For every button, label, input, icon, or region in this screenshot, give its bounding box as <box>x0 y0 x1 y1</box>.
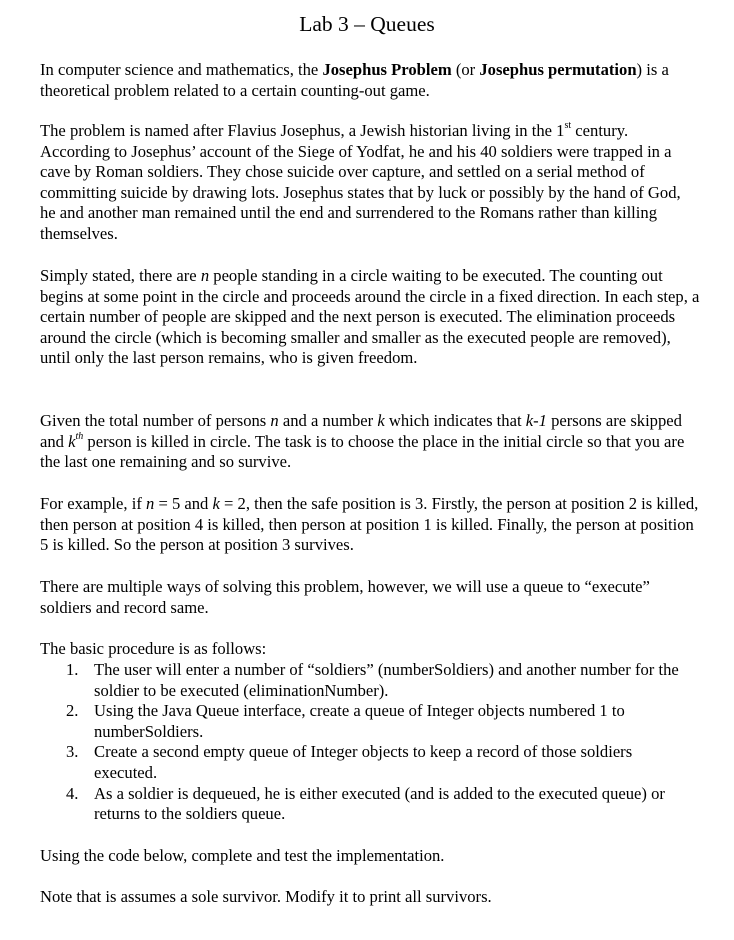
given-text: person is killed in circle. The task is to choose the place in the initial circle so that you are the last one remaining and so survive. <box>40 431 685 472</box>
history-text: century. According to Josephus’ account of the Siege of Yodfat, he and his 40 soldiers were trapped in a cave by Roman soldiers. They chose suicide over capture, and settled on a serial method of committing suicide by drawing lots. Josephus states that by luck or possibly by the hand of God, he and another man remained until the end and surrendered to the Romans rather than killing themselves. <box>40 121 681 243</box>
note-paragraph: Note that is assumes a sole survivor. Modify it to print all survivors. <box>40 887 492 906</box>
given-text: Given the total number of persons <box>40 411 271 430</box>
using-code-paragraph: Using the code below, complete and test the implementation. <box>40 846 445 865</box>
example-paragraph <box>40 494 700 556</box>
simply-text: people standing in a circle waiting to be executed. The counting out begins at some point in the circle and proceeds around the circle in a fixed direction. In each step, a certain number of people are skipped and the next person is executed. The elimination proceeds around the circle (which is becoming smaller and smaller as the executed people are removed), until only the last person remains, who is given freedom. <box>40 266 700 368</box>
given-text: which indicates that <box>384 411 526 430</box>
list-number: 1. <box>66 660 79 679</box>
variable-k-minus-1: k-1 <box>525 411 547 430</box>
list-item <box>40 784 690 825</box>
josephus-problem-term: Josephus Problem <box>322 60 452 79</box>
variable-n: n <box>146 494 155 513</box>
variable-k: k <box>212 494 220 513</box>
list-item <box>40 660 690 701</box>
history-paragraph <box>40 121 700 245</box>
procedure-steps-list <box>40 660 690 825</box>
variable-n: n <box>270 411 279 430</box>
example-text: For example, if <box>40 494 146 513</box>
given-text: and a number <box>278 411 378 430</box>
list-item <box>40 742 690 783</box>
intro-text: (or <box>451 60 480 79</box>
list-item <box>40 701 690 742</box>
history-text: The problem is named after Flavius Josephus, a Jewish historian living in the 1 <box>40 121 565 140</box>
list-item-text: The user will enter a number of “soldiers” (numberSoldiers) and another number for the soldier to be executed (eliminationNumber). <box>94 660 679 700</box>
list-number: 3. <box>66 742 79 762</box>
given-paragraph <box>40 411 700 473</box>
simply-stated-paragraph <box>40 266 700 369</box>
simply-text: Simply stated, there are <box>40 266 201 285</box>
ordinal-superscript: st <box>564 120 572 132</box>
intro-paragraph <box>40 60 700 101</box>
list-item-text: As a soldier is dequeued, he is either executed (and is added to the executed queue) or returns to the soldiers queue. <box>94 783 665 824</box>
example-text: = 2, then the safe position is 3. Firstly, the person at position 2 is killed, then person at position 4 is killed, then person at position 1 is killed. Finally, the person at position 5 is killed. So the person at position 3 survives. <box>40 494 699 555</box>
multiple-ways-paragraph: There are multiple ways of solving this problem, however, we will use a queue to “execute” soldiers and record same. <box>40 577 650 617</box>
variable-k: k <box>377 411 385 430</box>
variable-n: n <box>200 266 210 285</box>
given-text: persons are skipped and <box>40 411 682 451</box>
procedure-intro: The basic procedure is as follows: <box>40 639 267 658</box>
josephus-permutation-term: Josephus permutation <box>479 60 637 79</box>
variable-k: k <box>68 431 76 451</box>
intro-text: In computer science and mathematics, the <box>40 60 323 79</box>
list-number: 2. <box>66 701 79 721</box>
ordinal-superscript: th <box>75 431 84 443</box>
example-text: = 5 and <box>154 494 213 513</box>
list-item-text: Using the Java Queue interface, create a queue of Integer objects numbered 1 to numberSoldiers. <box>94 701 625 741</box>
intro-text: ) is a theoretical problem related to a certain counting-out game. <box>40 60 669 100</box>
page-title: Lab 3 – Queues <box>299 12 435 36</box>
list-item-text: Create a second empty queue of Integer objects to keep a record of those soldiers executed. <box>94 742 633 782</box>
list-number: 4. <box>66 783 79 803</box>
